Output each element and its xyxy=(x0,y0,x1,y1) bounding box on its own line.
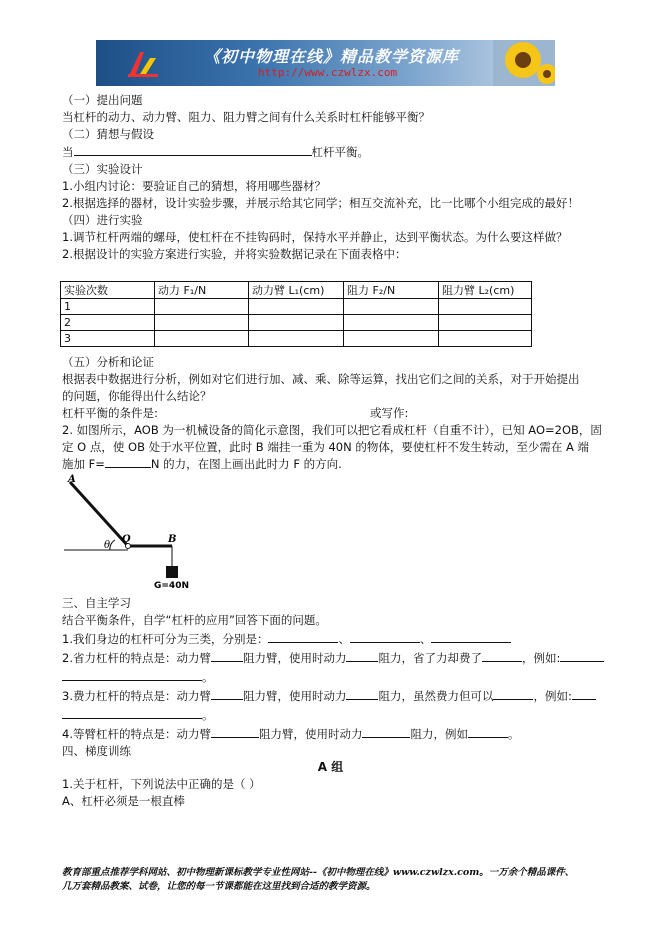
table-row xyxy=(61,331,532,347)
table-row xyxy=(61,299,532,315)
table-cell[interactable] xyxy=(155,315,249,331)
period: 。 xyxy=(507,727,520,741)
section-2-text xyxy=(62,144,369,160)
lever-diagram xyxy=(60,474,190,590)
training-heading: 四、梯度训练 xyxy=(62,744,131,758)
section-1-heading: （一）提出问题 xyxy=(62,93,143,107)
answer-blank[interactable] xyxy=(350,631,420,643)
answer-blank[interactable] xyxy=(468,726,508,738)
answer-blank[interactable] xyxy=(493,688,533,700)
answer-blank[interactable] xyxy=(74,144,312,156)
self-study-q3-cont xyxy=(62,707,214,723)
answer-blank[interactable] xyxy=(572,688,596,700)
answer-blank[interactable] xyxy=(268,631,338,643)
table-cell[interactable] xyxy=(249,331,344,347)
table-header: 阻力 F₂/N xyxy=(344,282,439,299)
self-study-q3-text-c: 阻力，虽然费力但可以 xyxy=(378,689,494,703)
table-row xyxy=(61,315,532,331)
footer-line-1: 教育部重点推荐学科网站、初中物理新课标教学专业性网站--《初中物理在线》www.czwlzx.com。一万余个精品课件、 xyxy=(62,867,575,878)
footer-line-2: 几万套精品教案、试卷，让您的每一节课都能在这里找到合适的教学资源。 xyxy=(62,881,376,892)
section-3-item-2: 2.根据选择的器材，设计实验步骤，并展示给其它同学；相互交流补充，比一比哪个小组完成的最好！ xyxy=(62,196,579,210)
answer-blank[interactable] xyxy=(560,650,604,662)
question-2-line-3 xyxy=(62,456,342,472)
table-cell: 3 xyxy=(61,331,155,347)
table-cell: 2 xyxy=(61,315,155,331)
label-b: B xyxy=(168,534,177,545)
period: 。 xyxy=(202,708,214,722)
table-cell[interactable] xyxy=(439,299,532,315)
answer-blank[interactable] xyxy=(431,631,511,643)
table-header: 动力 F₁/N xyxy=(155,282,249,299)
period: 。 xyxy=(202,670,214,684)
section-5-cond-a: 杠杆平衡的条件是: xyxy=(62,406,158,420)
answer-blank[interactable] xyxy=(346,688,378,700)
self-study-heading: 三、自主学习 xyxy=(62,596,131,610)
answer-blank[interactable] xyxy=(62,707,202,719)
section-5-heading: （五）分析和论证 xyxy=(62,355,154,369)
section-2-text-b: 杠杆平衡。 xyxy=(311,145,369,159)
section-4-item-2: 2.根据设计的实验方案进行实验，并将实验数据记录在下面表格中： xyxy=(62,247,407,261)
banner-url[interactable]: http://www.czwlzx.com xyxy=(258,66,398,79)
self-study-q2 xyxy=(62,650,604,666)
section-2-heading: （二）猜想与假设 xyxy=(62,127,154,141)
question-2-line-2: 定 O 点，使 OB 处于水平位置，此时 B 端挂一重为 40N 的物体，要使杠杆不发生转动，至少需在 A 端 xyxy=(62,440,590,454)
answer-blank[interactable] xyxy=(346,650,378,662)
self-study-q4-text-a: 4.等臂杠杆的特点是：动力臂 xyxy=(62,727,211,741)
section-3-heading: （三）实验设计 xyxy=(62,162,143,176)
answer-blank[interactable] xyxy=(362,726,410,738)
table-cell[interactable] xyxy=(344,331,439,347)
self-study-q4-text-c: 阻力，例如 xyxy=(410,727,468,741)
separator: 、 xyxy=(419,632,432,646)
page-footer xyxy=(62,866,602,894)
table-cell[interactable] xyxy=(439,315,532,331)
angle-arc xyxy=(110,540,115,550)
answer-blank[interactable] xyxy=(62,669,202,681)
answer-blank[interactable] xyxy=(482,650,522,662)
self-study-q2-text-a: 2.省力杠杆的特点是：动力臂 xyxy=(62,651,211,665)
training-q1: 1.关于杠杆，下列说法中正确的是（ ） xyxy=(62,777,261,791)
section-3-item-1: 1.小组内讨论：要验证自己的猜想，将用哪些器材？ xyxy=(62,179,326,193)
self-study-q4-text-b: 阻力臂，使用时动力 xyxy=(258,727,363,741)
section-5-text-1: 根据表中数据进行分析，例如对它们进行加、减、乘、除等运算，找出它们之间的关系，对于开始提出 xyxy=(62,372,580,386)
label-o: O xyxy=(122,534,131,545)
self-study-q2-cont xyxy=(62,669,214,685)
self-study-q2-text-d: ，例如: xyxy=(521,651,561,665)
section-4-item-1: 1.调节杠杆两端的螺母，使杠杆在不挂钩码时，保持水平并静止，达到平衡状态。为什么要这样做？ xyxy=(62,230,568,244)
experiment-table xyxy=(60,281,532,347)
question-2-line-3-b: N 的力，在图上画出此时力 F 的方向. xyxy=(150,457,342,471)
section-5-cond-b: 或写作: xyxy=(370,406,409,420)
self-study-q1 xyxy=(62,631,511,647)
label-weight: G=40N xyxy=(154,581,189,590)
table-header: 阻力臂 L₂(cm) xyxy=(439,282,532,299)
table-header: 动力臂 L₁(cm) xyxy=(249,282,344,299)
table-header: 实验次数 xyxy=(61,282,155,299)
table-cell: 1 xyxy=(61,299,155,315)
section-5-text-2: 的问题，你能得出什么结论？ xyxy=(62,389,212,403)
section-4-heading: （四）进行实验 xyxy=(62,213,143,227)
table-header-row xyxy=(61,282,532,299)
question-2-line-1: 2. 如图所示，AOB 为一机械设备的简化示意图，我们可以把它看成杠杆（自重不计），已知 AO=2OB，固 xyxy=(62,423,602,437)
section-2-text-a: 当 xyxy=(62,145,74,159)
self-study-q2-text-c: 阻力，省了力却费了 xyxy=(378,651,482,665)
lever-arm-ao xyxy=(70,482,128,546)
table-cell[interactable] xyxy=(249,315,344,331)
self-study-q2-text-b: 阻力臂，使用时动力 xyxy=(242,651,347,665)
sunflower-icon xyxy=(493,40,555,86)
answer-blank[interactable] xyxy=(211,650,243,662)
self-study-q3 xyxy=(62,688,596,704)
separator: 、 xyxy=(338,632,350,646)
answer-blank[interactable] xyxy=(211,726,259,738)
training-option-a: A、杠杆必须是一根直棒 xyxy=(62,794,185,808)
table-cell[interactable] xyxy=(439,331,532,347)
group-title: A 组 xyxy=(317,760,344,774)
self-study-q3-text-b: 阻力臂，使用时动力 xyxy=(242,689,347,703)
section-1-text: 当杠杆的动力、动力臂、阻力、阻力臂之间有什么关系时杠杆能够平衡？ xyxy=(62,110,430,124)
question-2-line-3-a: 施加 F= xyxy=(62,457,105,471)
banner-title: 《初中物理在线》精品教学资源库 xyxy=(204,47,460,66)
logo-icon xyxy=(126,48,160,78)
answer-blank[interactable] xyxy=(105,456,151,468)
self-study-q4 xyxy=(62,726,519,742)
table-cell[interactable] xyxy=(155,331,249,347)
table-cell[interactable] xyxy=(155,299,249,315)
label-a: A xyxy=(68,474,76,485)
weight-block xyxy=(166,566,178,578)
self-study-q3-text-a: 3.费力杠杆的特点是：动力臂 xyxy=(62,689,211,703)
header-banner xyxy=(96,40,555,86)
table-cell[interactable] xyxy=(344,299,439,315)
self-study-q1-text: 1.我们身边的杠杆可分为三类，分别是： xyxy=(62,632,269,646)
answer-blank[interactable] xyxy=(211,688,243,700)
table-cell[interactable] xyxy=(249,299,344,315)
self-study-q3-text-d: ，例如: xyxy=(533,689,572,703)
table-cell[interactable] xyxy=(344,315,439,331)
self-study-intro: 结合平衡条件，自学“杠杆的应用”回答下面的问题。 xyxy=(62,613,327,627)
label-theta: θ xyxy=(104,540,111,551)
